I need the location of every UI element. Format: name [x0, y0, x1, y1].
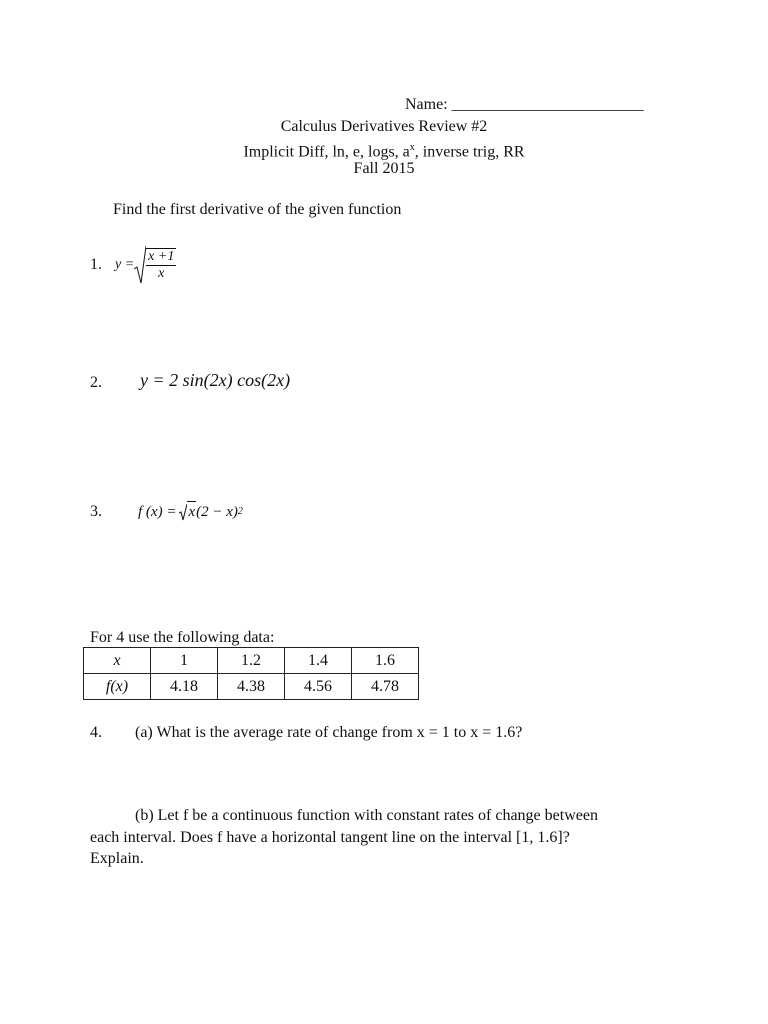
sqrt-symbol [134, 245, 176, 285]
table-row [84, 648, 419, 674]
problem-3-expression: f (x) = x (2 − x) 2 [138, 501, 243, 522]
table-row-label: f(x) [84, 674, 151, 700]
radical-sign-icon [179, 503, 187, 521]
table-cell: 1.2 [218, 648, 285, 674]
table-cell: 1 [151, 648, 218, 674]
problem-1-number: 1. [90, 256, 102, 273]
topics-line: Implicit Diff, ln, e, logs, $a^x$, inverse trig, RR [243, 142, 525, 161]
term-label: Fall 2015 [353, 160, 415, 177]
name-field [405, 95, 644, 115]
problem-4-number: 4. [90, 724, 102, 741]
data-table [83, 647, 419, 700]
problem-1-fraction: $\frac{x +1}{x}$ [148, 249, 175, 281]
table-cell: 1.4 [285, 648, 352, 674]
table-intro: For 4 use the following data: [90, 629, 275, 646]
table-row [84, 674, 419, 700]
instructions: Find the first derivative of the given function [113, 201, 402, 218]
name-label: Name: [405, 96, 448, 113]
table-cell: 4.78 [352, 674, 419, 700]
problem-1-expression [115, 245, 176, 285]
problem-2-expression: y = 2 sin(2x) cos(2x) [140, 370, 291, 390]
problem-1-lhs: y = [115, 257, 135, 272]
problem-3-number: 3. [90, 503, 102, 520]
radical-sign-icon [134, 245, 146, 285]
table-cell: 4.38 [218, 674, 285, 700]
problem-4b-line-3: Explain. [90, 850, 144, 867]
problem-4b-line-1: (b) Let f be a continuous function with constant rates of change between [135, 807, 598, 824]
problem-4a-text: (a) What is the average rate of change from x = 1 to x = 1.6? [135, 724, 523, 741]
problem-4b-line-2: each interval. Does f have a horizontal tangent line on the interval [1, 1.6]? [90, 829, 570, 846]
name-blank: ________________________ [451, 96, 644, 113]
table-cell: 4.56 [285, 674, 352, 700]
table-row-label: x [84, 648, 151, 674]
problem-2-number: 2. [90, 374, 102, 391]
table-cell: 1.6 [352, 648, 419, 674]
page-title: Calculus Derivatives Review #2 [280, 118, 488, 135]
table-cell: 4.18 [151, 674, 218, 700]
